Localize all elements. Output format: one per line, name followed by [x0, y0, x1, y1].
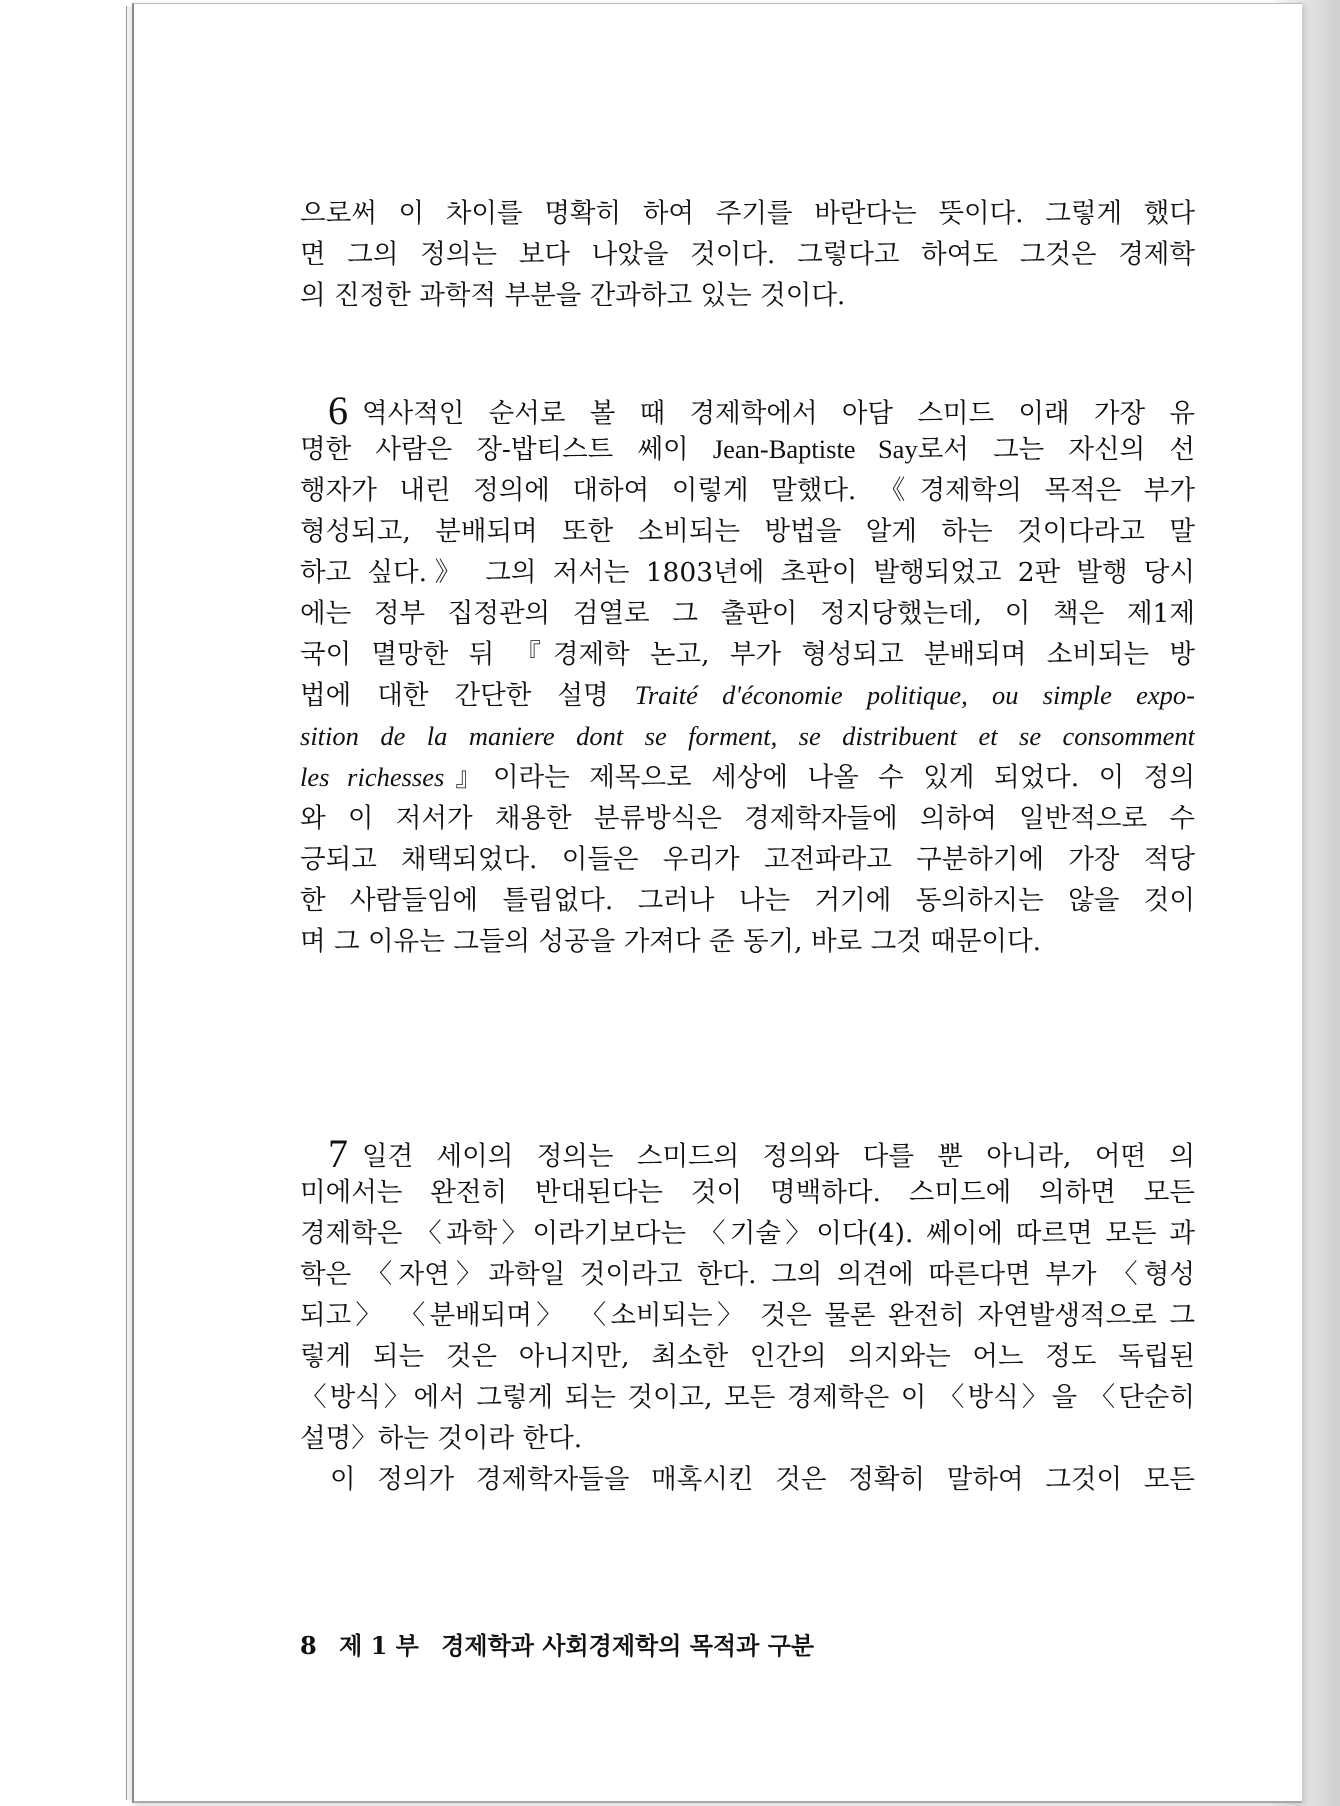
text-line: 경제학은 〈과학〉이라기보다는 〈기술〉이다(4). 쎄이에 따르면 모든 과: [300, 1218, 1195, 1249]
paragraph-number: 7: [328, 1131, 348, 1172]
text-line: 며 그 이유는 그들의 성공을 가져다 준 동기, 바로 그것 때문이다.: [300, 926, 1042, 957]
paragraph-number: 6: [328, 388, 348, 429]
text-line: 와 이 저서가 채용한 분류방식은 경제학자들에 의하여 일반적으로 수: [300, 803, 1195, 834]
paragraph-continuation: [300, 193, 1195, 316]
text-line: 국이 멸망한 뒤 『경제학 논고, 부가 형성되고 분배되며 소비되는 방: [300, 639, 1195, 670]
book-title-italic: les richesses: [300, 762, 445, 792]
text-line: 에는 정부 집정관의 검열로 그 출판이 정지당했는데, 이 책은 제1제: [300, 598, 1195, 629]
text-line: 의 진정한 과학적 부분을 간과하고 있는 것이다.: [300, 280, 846, 311]
text-line: 면 그의 정의는 보다 나았을 것이다. 그렇다고 하여도 그것은 경제학: [300, 239, 1195, 270]
text-line: 이 정의가 경제학자들을 매혹시킨 것은 정확히 말하여 그것이 모든: [330, 1464, 1195, 1495]
book-title-italic: Traité d'économie politique, ou simple expo-: [634, 680, 1195, 710]
text-line: 미에서는 완전히 반대된다는 것이 명백하다. 스미드에 의하면 모든: [300, 1177, 1195, 1208]
text-run: 명한 사람은 장-밥티스트 쎄이: [300, 434, 713, 465]
text-line: [300, 429, 1195, 470]
page-number: 8: [300, 1631, 317, 1660]
text-line: 학은 〈자연〉과학일 것이라고 한다. 그의 의견에 따른다면 부가 〈형성: [300, 1259, 1195, 1290]
text-line: [300, 388, 1195, 429]
page-footer: [300, 1626, 828, 1661]
text-line: 행자가 내린 정의에 대하여 이렇게 말했다. 《경제학의 목적은 부가: [300, 475, 1195, 506]
part-label: 제 1 부: [339, 1631, 419, 1660]
text-run: 로서 그는 자신의 선: [917, 434, 1195, 465]
text-run: 』이라는 제목으로 세상에 나올 수 있게 되었다. 이 정의: [444, 762, 1195, 793]
text-line: 설명〉하는 것이라 한다.: [300, 1423, 583, 1454]
text-line: 긍되고 채택되었다. 이들은 우리가 고전파라고 구분하기에 가장 적당: [300, 844, 1195, 875]
name-latin: Jean-Baptiste Say: [712, 434, 918, 464]
text-line: 으로써 이 차이를 명확히 하여 주기를 바란다는 뜻이다. 그렇게 했다: [300, 198, 1195, 229]
text-line: [300, 675, 1195, 716]
paragraph-7: [300, 1131, 1195, 1500]
text-line: 형성되고, 분배되며 또한 소비되는 방법을 알게 하는 것이다라고 말: [300, 516, 1195, 547]
paragraph-6: [300, 388, 1195, 962]
text-line: 하고 싶다.》 그의 저서는 1803년에 초판이 발행되었고 2판 발행 당시: [300, 557, 1195, 588]
text-line: 〈방식〉에서 그렇게 되는 것이고, 모든 경제학은 이 〈방식〉을 〈단순히: [300, 1382, 1195, 1413]
running-title: 경제학과 사회경제학의 목적과 구분: [441, 1631, 815, 1660]
text-line: 한 사람들임에 틀림없다. 그러나 나는 거기에 동의하지는 않을 것이: [300, 885, 1195, 916]
text-line: 되고〉 〈분배되며〉 〈소비되는〉 것은 물론 완전히 자연발생적으로 그: [300, 1300, 1195, 1331]
text-line: [300, 1131, 1195, 1172]
text-run: 역사적인 순서로 볼 때 경제학에서 아담 스미드 이래 가장 유: [362, 398, 1195, 429]
text-line: 렇게 되는 것은 아니지만, 최소한 인간의 의지와는 어느 정도 독립된: [300, 1341, 1195, 1372]
text-line: sition de la maniere dont se forment, se distribuent et se consomment: [300, 721, 1195, 751]
text-run: 법에 대한 간단한 설명: [300, 680, 635, 711]
text-line: [300, 757, 1195, 798]
text-run: 일견 세이의 정의는 스미드의 정의와 다를 뿐 아니라, 어떤 의: [362, 1141, 1195, 1172]
